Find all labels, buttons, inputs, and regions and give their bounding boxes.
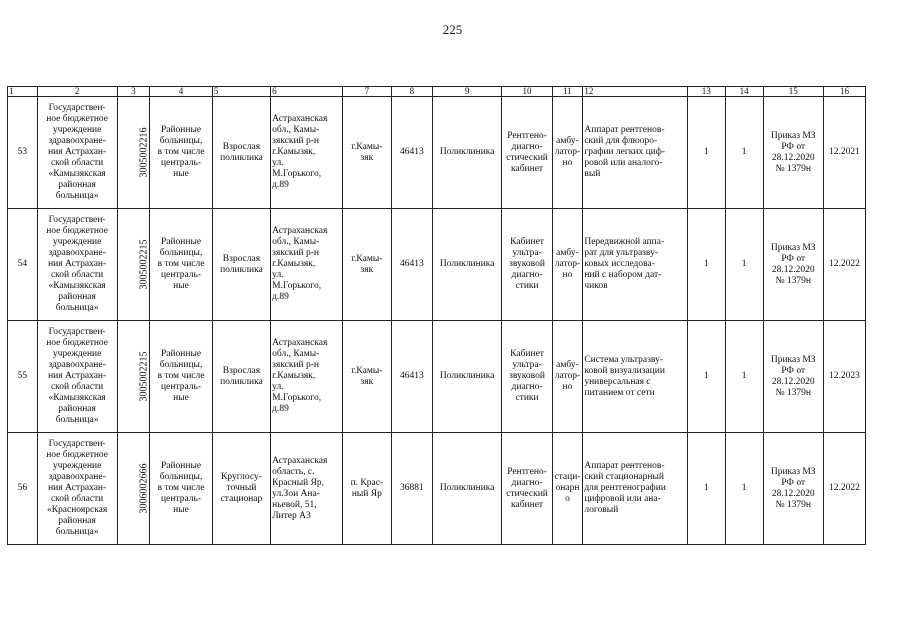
- date-cell: 12.2022: [823, 209, 865, 321]
- header-cell: 3: [117, 87, 150, 97]
- equipment-cell: Аппарат рентгенов- ский для флюоро- графии легких циф- ровой или аналого- вый: [583, 97, 687, 209]
- address-cell: Астраханская обл., Камы- зякский р-н г.Камызяк, ул. М.Горького, д.89: [271, 209, 343, 321]
- locality-cell: г.Камы- зяк: [342, 97, 391, 209]
- unit-cell: Круглосу- точный стационар: [212, 433, 270, 545]
- care-mode-cell: амбу- латор- но: [552, 97, 583, 209]
- code-cell: [117, 97, 150, 209]
- quantity-cell: 1: [725, 433, 763, 545]
- row-number: 53: [8, 97, 38, 209]
- oktmo-cell: 46413: [391, 97, 432, 209]
- date-cell: 12.2023: [823, 321, 865, 433]
- division-cell: Поликлиника: [432, 97, 502, 209]
- header-cell: 14: [725, 87, 763, 97]
- row-number: 56: [8, 433, 38, 545]
- locality-cell: г.Камы- зяк: [342, 209, 391, 321]
- code-text: 3005002216: [138, 127, 150, 177]
- code-text: 3006002666: [138, 463, 150, 513]
- basis-cell: Приказ МЗ РФ от 28.12.2020 № 1379н: [763, 97, 823, 209]
- locality-cell: г.Камы- зяк: [342, 321, 391, 433]
- column-number-row: [8, 87, 866, 97]
- equipment-cell: Аппарат рентгенов- ский стационарный для рентгенографии цифровой или ана- логовый: [583, 433, 687, 545]
- care-mode-cell: амбу- латор- но: [552, 321, 583, 433]
- code-cell: [117, 209, 150, 321]
- header-cell: 12: [583, 87, 687, 97]
- basis-cell: Приказ МЗ РФ от 28.12.2020 № 1379н: [763, 321, 823, 433]
- header-cell: 15: [763, 87, 823, 97]
- code-text: 3005002215: [138, 239, 150, 289]
- code-text: 3005002215: [138, 351, 150, 401]
- header-cell: 4: [150, 87, 212, 97]
- table-row: [8, 433, 866, 545]
- equipment-cell: Система ультразву- ковой визуализации универсальная с питанием от сети: [583, 321, 687, 433]
- facility-type-cell: Районные больницы, в том числе централь- ные: [150, 97, 212, 209]
- quantity-cell: 1: [687, 321, 725, 433]
- header-cell: 8: [391, 87, 432, 97]
- unit-cell: Взрослая поликлика: [212, 209, 270, 321]
- code-cell: [117, 321, 150, 433]
- header-cell: 16: [823, 87, 865, 97]
- oktmo-cell: 46413: [391, 209, 432, 321]
- table-row: [8, 321, 866, 433]
- address-cell: Астраханская обл., Камы- зякский р-н г.Камызяк, ул. М.Горького, д.89: [271, 321, 343, 433]
- date-cell: 12.2021: [823, 97, 865, 209]
- date-cell: 12.2022: [823, 433, 865, 545]
- unit-cell: Взрослая поликлика: [212, 97, 270, 209]
- care-mode-cell: стаци- онарно: [552, 433, 583, 545]
- facility-type-cell: Районные больницы, в том числе централь- ные: [150, 321, 212, 433]
- header-cell: 11: [552, 87, 583, 97]
- header-cell: 2: [37, 87, 117, 97]
- organization-cell: Государствен- ное бюджетное учреждение здравоохране- ния Астрахан- ской области «Красноярская районная больница»: [37, 433, 117, 545]
- header-cell: 13: [687, 87, 725, 97]
- table-row: [8, 97, 866, 209]
- table-row: [8, 209, 866, 321]
- header-cell: 10: [502, 87, 552, 97]
- cabinet-cell: Кабинет ультра- звуковой диагно- стики: [502, 321, 552, 433]
- basis-cell: Приказ МЗ РФ от 28.12.2020 № 1379н: [763, 433, 823, 545]
- oktmo-cell: 46413: [391, 321, 432, 433]
- header-cell: 6: [271, 87, 343, 97]
- quantity-cell: 1: [725, 97, 763, 209]
- quantity-cell: 1: [725, 321, 763, 433]
- oktmo-cell: 36881: [391, 433, 432, 545]
- cabinet-cell: Рентгено- диагно- стический кабинет: [502, 433, 552, 545]
- header-cell: 9: [432, 87, 502, 97]
- organization-cell: Государствен- ное бюджетное учреждение здравоохране- ния Астрахан- ской области «Камызякская районная больница»: [37, 97, 117, 209]
- facility-type-cell: Районные больницы, в том числе централь- ные: [150, 433, 212, 545]
- page-number: 225: [442, 22, 463, 37]
- row-number: 55: [8, 321, 38, 433]
- facility-type-cell: Районные больницы, в том числе централь- ные: [150, 209, 212, 321]
- quantity-cell: 1: [687, 433, 725, 545]
- organization-cell: Государствен- ное бюджетное учреждение здравоохране- ния Астрахан- ской области «Камызякская районная больница»: [37, 209, 117, 321]
- basis-cell: Приказ МЗ РФ от 28.12.2020 № 1379н: [763, 209, 823, 321]
- quantity-cell: 1: [687, 209, 725, 321]
- code-cell: [117, 433, 150, 545]
- unit-cell: Взрослая поликлика: [212, 321, 270, 433]
- locality-cell: п. Крас- ный Яр: [342, 433, 391, 545]
- equipment-cell: Передвижной аппа- рат для ультразву- ковых исследова- ний с набором дат- чиков: [583, 209, 687, 321]
- address-cell: Астраханская область, с. Красный Яр, ул.Зои Ана- ньевой, 51, Литер А3: [271, 433, 343, 545]
- division-cell: Поликлиника: [432, 433, 502, 545]
- row-number: 54: [8, 209, 38, 321]
- division-cell: Поликлиника: [432, 321, 502, 433]
- header-cell: 7: [342, 87, 391, 97]
- header-cell: 5: [212, 87, 270, 97]
- address-cell: Астраханская обл., Камы- зякский р-н г.Камызяк, ул. М.Горького, д.89: [271, 97, 343, 209]
- quantity-cell: 1: [725, 209, 763, 321]
- cabinet-cell: Кабинет ультра- звуковой диагно- стики: [502, 209, 552, 321]
- care-mode-cell: амбу- латор- но: [552, 209, 583, 321]
- cabinet-cell: Рентгено- диагно- стический кабинет: [502, 97, 552, 209]
- division-cell: Поликлиника: [432, 209, 502, 321]
- equipment-register-table: [7, 86, 866, 545]
- organization-cell: Государствен- ное бюджетное учреждение здравоохране- ния Астрахан- ской области «Камызякская районная больница»: [37, 321, 117, 433]
- quantity-cell: 1: [687, 97, 725, 209]
- header-cell: 1: [8, 87, 38, 97]
